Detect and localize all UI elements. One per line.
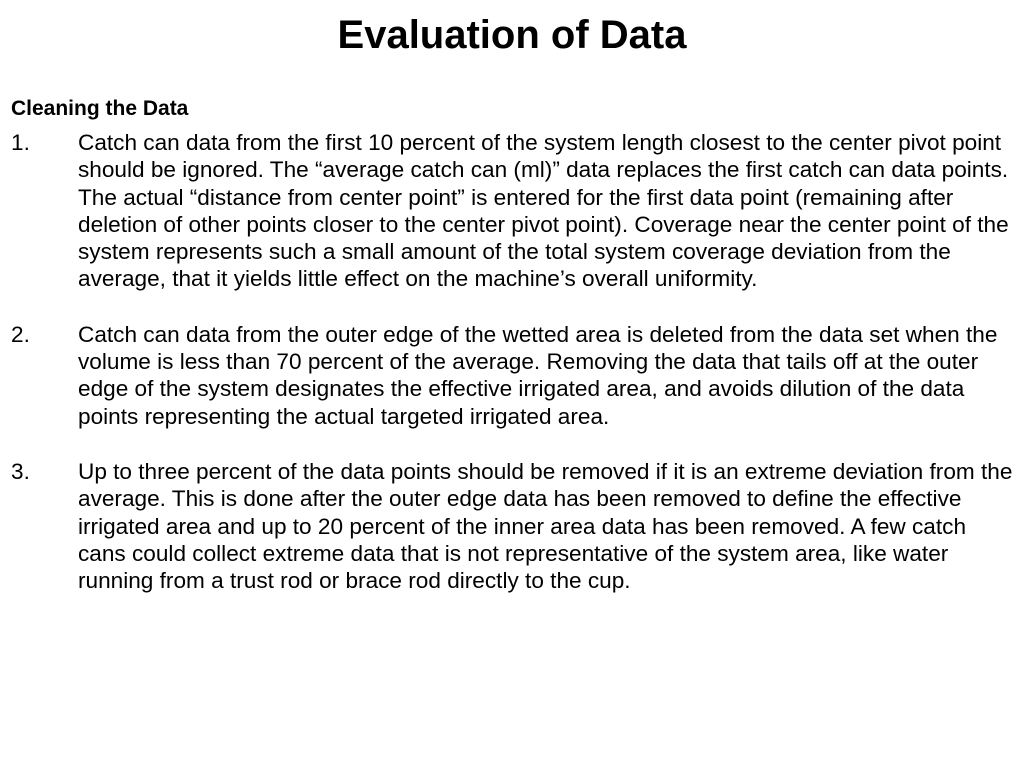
slide-title: Evaluation of Data — [337, 13, 687, 57]
section-heading: Cleaning the Data — [11, 97, 189, 120]
list-item-number: 2. — [11, 321, 30, 347]
numbered-list — [11, 129, 1019, 622]
list-item-text: Up to three percent of the data points should be removed if it is an extreme deviation from the average. This is done after the outer edge data has been removed to define the effective irrigated area and up to 20 percent of the inner area data has been removed. A few catch cans could collect extreme data that is not representative of the system area, like water running from a trust rod or brace rod directly to the cup. — [78, 458, 1013, 594]
list-item-text: Catch can data from the outer edge of the wetted area is deleted from the data set when the volume is less than 70 percent of the average. Removing the data that tails off at the outer edge of the system designates the effective irrigated area, and avoids dilution of the data points representing the actual targeted irrigated area. — [78, 321, 998, 429]
list-item-number: 3. — [11, 458, 30, 484]
list-item — [11, 321, 1019, 430]
list-item-number: 1. — [11, 130, 30, 155]
list-item-text: Catch can data from the first 10 percent of the system length closest to the center pivot point should be ignored. The “average catch can (ml)” data replaces the first catch can data points. The actual “distance from center point” is entered for the first data point (remaining after deletion of other points closer to the center pivot point). Coverage near the center point of the system represents such a small amount of the total system coverage deviation from the average, that it yields little effect on the machine’s overall uniformity. — [78, 130, 1009, 292]
list-item — [11, 129, 1019, 293]
list-item — [11, 458, 1019, 594]
